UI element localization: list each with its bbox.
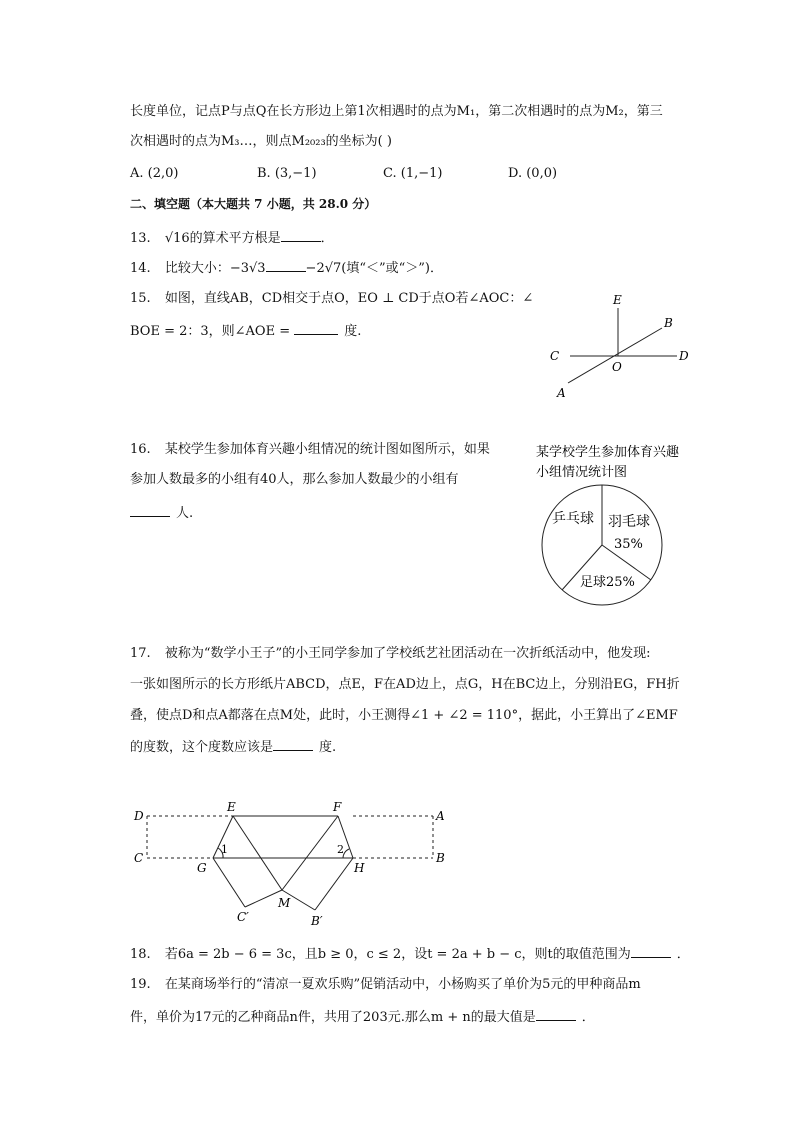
label-a: A	[436, 809, 445, 823]
question-text-end: ．	[581, 1010, 595, 1025]
q16-pie-chart	[530, 438, 710, 610]
answer-blank	[266, 257, 306, 272]
q12-line1: 长度单位，记点P与点Q在长方形边上第1次相遇时的点为M₁，第二次相遇时的点为M₂，第三	[130, 104, 663, 119]
question-text: 如图，直线AB，CD相交于点O，EO ⊥ CD于点O若∠AOC：∠	[164, 291, 534, 306]
question-17-line2: 一张如图所示的长方形纸片ABCD，点E，F在AD边上，点G，H在BC边上，分别沿EG，FH折	[130, 677, 680, 692]
question-text-end: −2√7(填“＜”或“＞”)．	[305, 261, 443, 276]
answer-blank	[631, 943, 671, 958]
question-text-end: ．	[320, 231, 334, 246]
label-d: D	[134, 809, 144, 823]
segment-gc2	[213, 858, 245, 907]
label-o: O	[612, 360, 622, 374]
answer-blank	[273, 736, 313, 751]
label-e: E	[613, 293, 622, 307]
segment-em	[233, 816, 282, 890]
q12-line2: 次相遇时的点为M₃…，则点M₂₀₂₃的坐标为( )	[130, 134, 392, 149]
answer-blank	[281, 227, 321, 242]
question-number: 19.	[130, 977, 151, 992]
chart-title-line1: 某学校学生参加体育兴趣	[536, 445, 680, 460]
q12-option-c: C. (1,−1)	[383, 166, 443, 181]
question-text-end: 度.	[319, 740, 337, 755]
question-16-line3	[130, 502, 193, 524]
question-15-line2	[130, 320, 361, 342]
answer-blank	[130, 502, 170, 517]
label-d: D	[679, 349, 689, 363]
label-b: B	[664, 316, 673, 330]
label-c-prime: C′	[237, 910, 249, 924]
question-number: 16.	[130, 442, 151, 457]
question-18	[130, 943, 690, 965]
question-text: 某校学生参加体育兴趣小组情况的统计图如图所示，如果	[164, 442, 490, 457]
question-text: BOE = 2：3，则∠AOE =	[130, 324, 295, 339]
question-text-end: 人.	[176, 506, 194, 521]
label-h: H	[354, 861, 365, 875]
label-c: C	[134, 851, 144, 865]
label-m: M	[278, 896, 291, 910]
question-text-end: ．	[676, 947, 690, 962]
segment-c2m	[245, 890, 282, 907]
question-text: 比较大小：−3√3	[164, 261, 266, 276]
q12-option-b: B. (3,−1)	[257, 166, 317, 181]
q12-option-d: D. (0,0)	[508, 166, 558, 181]
question-number: 15.	[130, 291, 151, 306]
label-e: E	[227, 800, 236, 814]
question-number: 14.	[130, 261, 151, 276]
question-text: 在某商场举行的“清凉一夏欢乐购”促销活动中，小杨购买了单价为5元的甲种商品m	[164, 977, 641, 992]
label-angle-1: 1	[221, 843, 228, 856]
question-16-line1	[130, 440, 490, 460]
question-number: 13.	[130, 231, 151, 246]
question-19-line1	[130, 975, 641, 995]
question-13	[130, 227, 334, 249]
answer-blank	[536, 1006, 576, 1021]
question-text-end: 度.	[344, 324, 362, 339]
segment-fm	[282, 816, 338, 890]
question-19-line2	[130, 1006, 595, 1028]
label-g: G	[197, 861, 207, 875]
label-b-prime: B′	[311, 914, 323, 928]
question-text: 件，单价为17元的乙种商品n件，共用了203元.那么m + n的最大值是	[130, 1010, 536, 1025]
pie-label-badminton: 羽毛球	[608, 514, 650, 530]
segment-hb2	[315, 858, 353, 910]
pie-label-pingpong: 乒乓球	[552, 511, 594, 527]
question-text: 被称为“数学小王子”的小王同学参加了学校纸艺社团活动在一次折纸活动中，他发现:	[164, 646, 651, 661]
q17-figure	[125, 795, 455, 935]
question-text: 的度数，这个度数应该是	[130, 740, 274, 755]
question-16-line2: 参加人数最多的小组有40人，那么参加人数最少的小组有	[130, 472, 459, 487]
chart-title-line2: 小组情况统计图	[536, 465, 628, 480]
question-17-line4	[130, 736, 336, 758]
pie-label-football: 足球25%	[580, 575, 635, 590]
question-17-line1	[130, 644, 651, 664]
question-number: 17.	[130, 646, 151, 661]
question-text: 若6a = 2b − 6 = 3c，且b ≥ 0，c ≤ 2，设t = 2a + b − c，则t的取值范围为	[164, 947, 631, 962]
question-15-line1	[130, 289, 533, 309]
label-c: C	[550, 349, 560, 363]
label-f: F	[333, 800, 342, 814]
pie-label-badminton-pct: 35%	[614, 537, 643, 552]
answer-blank	[294, 320, 338, 335]
question-14	[130, 257, 443, 279]
label-angle-2: 2	[337, 843, 344, 856]
question-number: 18.	[130, 947, 151, 962]
q15-figure	[540, 288, 700, 403]
label-a: A	[557, 386, 566, 400]
q12-option-a: A. (2,0)	[130, 166, 179, 181]
label-b: B	[436, 851, 445, 865]
question-text: √16的算术平方根是	[164, 231, 281, 246]
question-17-line3: 叠，使点D和点A都落在点M处，此时，小王测得∠1 + ∠2 = 110°，据此，小王算出了∠EMF	[130, 708, 678, 723]
section-title: 二、填空题（本大题共 7 小题，共 28.0 分）	[130, 197, 377, 211]
